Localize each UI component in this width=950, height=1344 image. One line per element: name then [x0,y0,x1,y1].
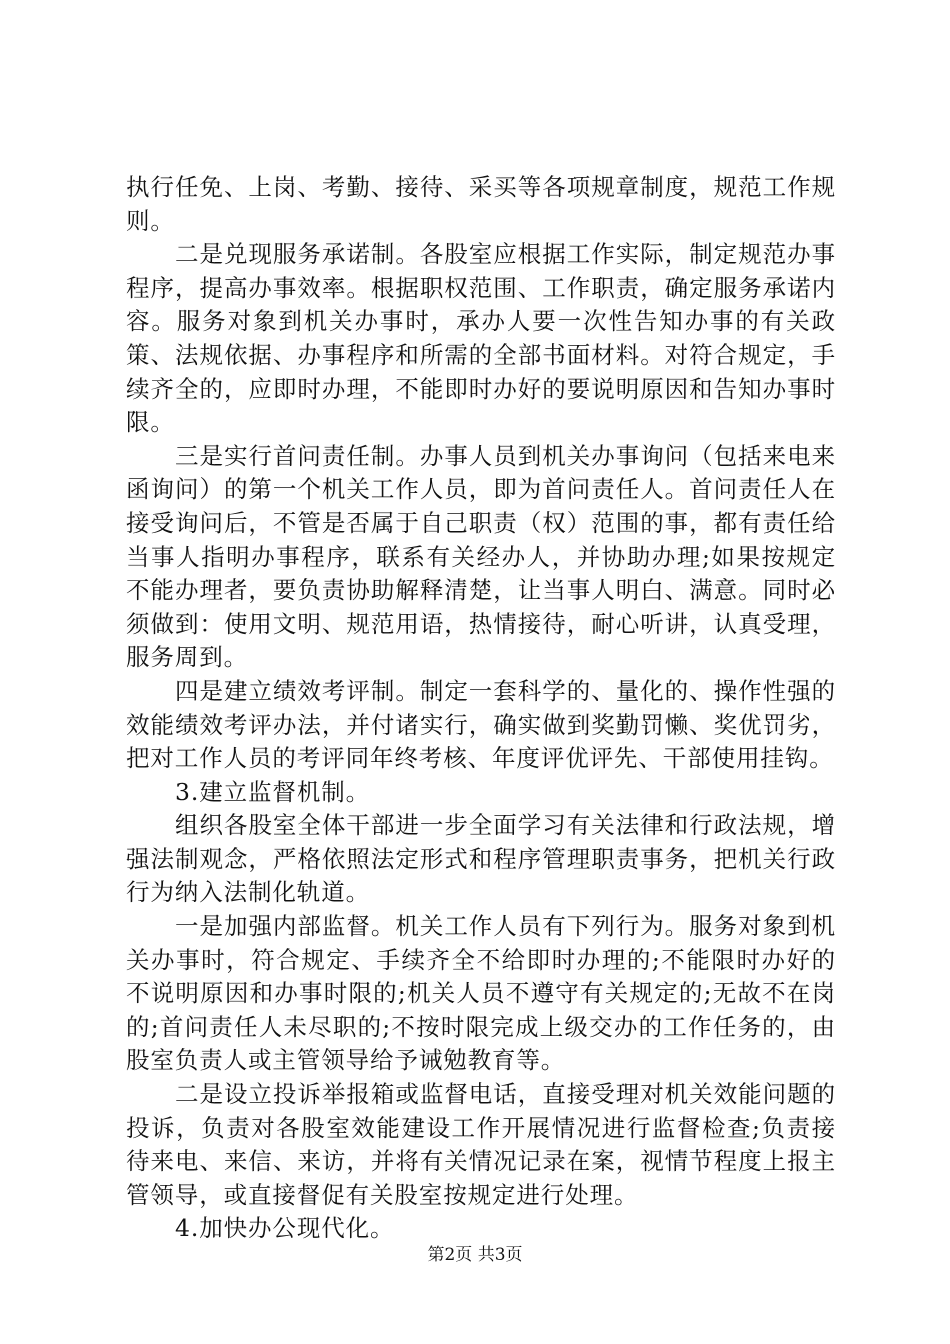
paragraph-first-inquiry: 三是实行首问责任制。办事人员到机关办事询问（包括来电来函询问）的第一个机关工作人员，即为首问责任人。首问责任人在接受询问后，不管是否属于自己职责（权）范围的事，都有责任给当事人指明办事程序，联系有关经办人，并协助办理;如果按规定不能办理者，要负责协助解释清楚，让当事人明白、满意。同时必须做到：使用文明、规范用语，热情接待，耐心听讲，认真受理，服务周到。 [126,441,836,672]
paragraph-continuation: 执行任免、上岗、考勤、接待、采买等各项规章制度，规范工作规则。 [126,173,836,235]
paragraph-service-commitment: 二是兑现服务承诺制。各股室应根据工作实际，制定规范办事程序，提高办事效率。根据职权范围、工作职责，确定服务承诺内容。服务对象到机关办事时，承办人要一次性告知办事的有关政策、法规依据、办事程序和所需的全部书面材料。对符合规定，手续齐全的，应即时办理，不能即时办好的要说明原因和告知办事时限。 [126,240,836,437]
section-heading-office-modernization: 4.加快办公现代化。 [175,1214,395,1243]
paragraph-complaint-box: 二是设立投诉举报箱或监督电话，直接受理对机关效能问题的投诉，负责对各股室效能建设工作开展情况进行监督检查;负责接待来电、来信、来访，并将有关情况记录在案，视情节程度上报主管领导，或直接督促有关股室按规定进行处理。 [126,1080,836,1209]
section-heading-supervision: 3.建立监督机制。 [175,777,371,806]
paragraph-performance-evaluation: 四是建立绩效考评制。制定一套科学的、量化的、操作性强的效能绩效考评办法，并付诸实行，确实做到奖勤罚懒、奖优罚劣，把对工作人员的考评同年终考核、年度评优评先、干部使用挂钩。 [126,676,836,773]
document-body [126,171,836,1246]
paragraph-legal-study: 组织各股室全体干部进一步全面学习有关法律和行政法规，增强法制观念，严格依照法定形式和程序管理职责事务，把机关行政行为纳入法制化轨道。 [126,811,836,907]
page-number-footer: 第2页 共3页 [427,1245,523,1265]
paragraph-internal-supervision: 一是加强内部监督。机关工作人员有下列行为。服务对象到机关办事时，符合规定、手续齐全不给即时办理的;不能限时办好的不说明原因和办事时限的;机关人员不遵守有关规定的;无故不在岗的;首问责任人未尽职的;不按时限完成上级交办的工作任务的，由股室负责人或主管领导给予诫勉教育等。 [126,912,836,1075]
